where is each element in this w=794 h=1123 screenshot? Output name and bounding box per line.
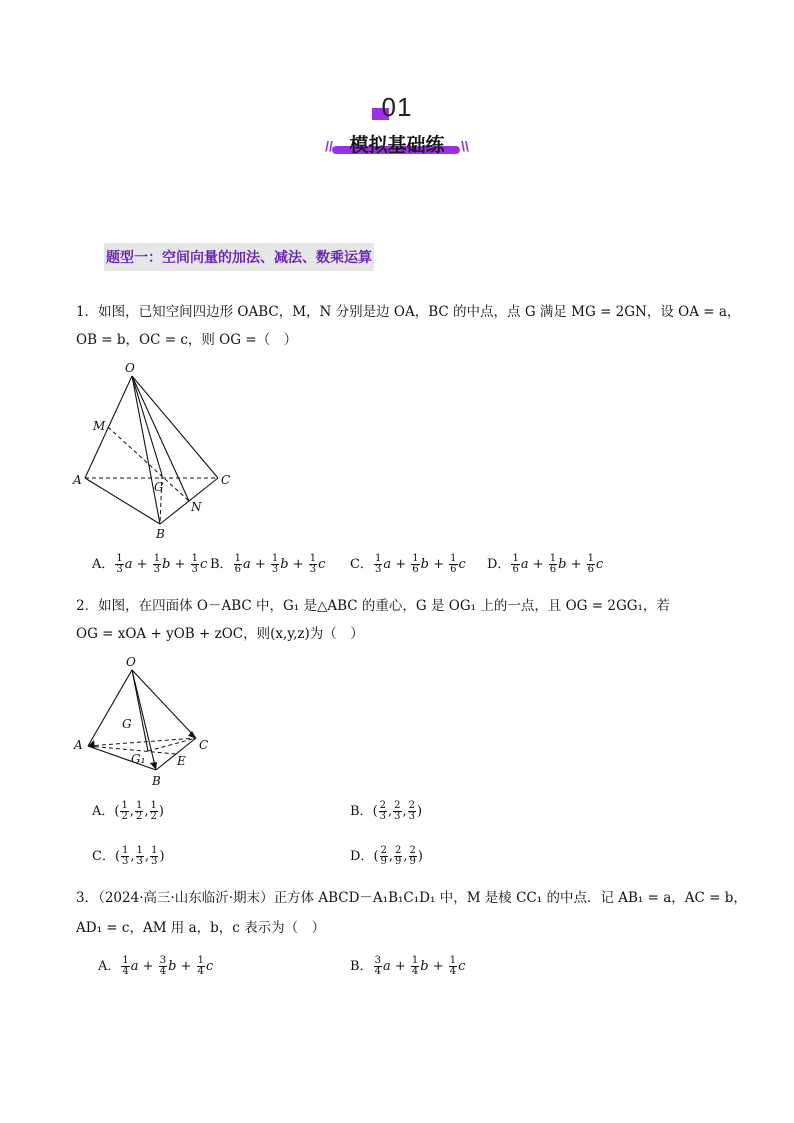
fraction: $\frac{1}{2}$ bbox=[135, 800, 143, 822]
segment-OG bbox=[132, 376, 162, 475]
label-A: A bbox=[74, 738, 83, 752]
option-letter: A． bbox=[92, 804, 115, 819]
fraction: $\frac{1}{2}$ bbox=[150, 800, 157, 822]
q1-line2: OB = b，OC = c，则 OG =（ ） bbox=[76, 332, 298, 348]
q2-option-d[interactable]: D．( $\frac{2}{9}$ , $\frac{2}{9}$ , $\frac{2}{9}$ ) bbox=[350, 845, 423, 867]
fraction: $\frac{3}{4}$ bbox=[374, 955, 381, 977]
fraction: $\frac{1}{3}$ bbox=[122, 845, 129, 867]
label-M: M bbox=[93, 419, 106, 433]
vector-variable: a bbox=[382, 959, 391, 974]
q1-option-a[interactable]: A． $\frac{1}{3}$ a + $\frac{1}{3}$ b + $\frac{1}{3}$ c bbox=[92, 553, 208, 575]
vector-variable: c bbox=[318, 557, 326, 572]
option-letter: D． bbox=[487, 557, 511, 572]
vector-variable: a bbox=[383, 557, 392, 572]
fraction: $\frac{2}{3}$ bbox=[394, 800, 401, 822]
edge-OC bbox=[132, 376, 218, 478]
fraction: $\frac{2}{3}$ bbox=[408, 800, 416, 822]
vector-variable: b bbox=[420, 959, 429, 974]
fraction: $\frac{1}{3}$ bbox=[374, 553, 382, 575]
option-letter: A． bbox=[98, 959, 121, 974]
vector-variable: a bbox=[520, 557, 529, 572]
fraction: $\frac{1}{3}$ bbox=[271, 553, 279, 575]
fraction: $\frac{3}{4}$ bbox=[159, 955, 167, 977]
vector-variable: b bbox=[162, 557, 171, 572]
option-letter: C． bbox=[350, 557, 373, 572]
fraction: $\frac{1}{6}$ bbox=[512, 553, 519, 575]
fraction: $\frac{1}{2}$ bbox=[121, 800, 128, 822]
edge-AB bbox=[88, 746, 156, 770]
vector-variable: a bbox=[124, 557, 133, 572]
option-letter: C． bbox=[92, 849, 115, 864]
fraction: $\frac{1}{4}$ bbox=[411, 955, 419, 977]
vector-variable: c bbox=[205, 959, 214, 974]
q2-option-b[interactable]: B．( $\frac{2}{3}$ , $\frac{2}{3}$ , $\frac{2}{3}$ ) bbox=[350, 800, 423, 822]
label-G: G bbox=[122, 717, 132, 731]
label-B: B bbox=[152, 774, 161, 788]
q1-line1: 1．如图，已知空间四边形 OABC，M，N 分别是边 OA，BC 的中点，点 G 满足 MG = 2GN，设 OA = a， bbox=[76, 304, 741, 320]
label-A: A bbox=[73, 473, 82, 487]
q2-tetrahedron-figure bbox=[68, 652, 218, 792]
fraction: $\frac{1}{6}$ bbox=[234, 553, 241, 575]
header-title: 模拟基础练 bbox=[349, 134, 445, 156]
q3-line2: AD₁ = c，AM 用 a，b，c 表示为（ ） bbox=[76, 920, 326, 936]
label-B: B bbox=[156, 527, 165, 541]
q2-line1: 2．如图，在四面体 O－ABC 中，G₁ 是△ABC 的重心，G 是 OG₁ 上的一点，且 OG = 2GG₁，若 bbox=[76, 598, 670, 614]
q1-option-b[interactable]: B． $\frac{1}{6}$ a + $\frac{1}{3}$ b + $\frac{1}{3}$ c bbox=[210, 553, 326, 575]
segment-OG1 bbox=[132, 670, 148, 751]
fraction: $\frac{1}{3}$ bbox=[309, 553, 317, 575]
vector-variable: b bbox=[420, 557, 429, 572]
fraction: $\frac{1}{3}$ bbox=[116, 553, 123, 575]
fraction: $\frac{1}{3}$ bbox=[191, 553, 198, 575]
fraction: $\frac{1}{4}$ bbox=[197, 955, 204, 977]
fraction: $\frac{1}{6}$ bbox=[412, 553, 419, 575]
q2-option-c[interactable]: C．( $\frac{1}{3}$ , $\frac{1}{3}$ , $\frac{1}{3}$ ) bbox=[92, 845, 165, 867]
vector-variable: c bbox=[596, 557, 604, 572]
option-letter: A． bbox=[92, 557, 115, 572]
q3-line1: 3．（2024·高三·山东临沂·期末）正方体 ABCD－A₁B₁C₁D₁ 中，M 是棱 CC₁ 的中点．记 AB₁ = a，AC = b， bbox=[76, 890, 747, 906]
q2-option-a[interactable]: A．( $\frac{1}{2}$ , $\frac{1}{2}$ , $\frac{1}{2}$ ) bbox=[92, 800, 164, 822]
label-N: N bbox=[191, 500, 202, 514]
vector-variable: c bbox=[458, 557, 466, 572]
q1-option-c[interactable]: C． $\frac{1}{3}$ a + $\frac{1}{6}$ b + $\frac{1}{6}$ c bbox=[350, 553, 466, 575]
q1-tetrahedron-figure bbox=[70, 358, 240, 548]
header-number: 01 bbox=[381, 92, 413, 122]
q3-option-b[interactable]: B． $\frac{3}{4}$ a + $\frac{1}{4}$ b + $\frac{1}{4}$ c bbox=[350, 955, 466, 977]
edge-OA bbox=[88, 670, 132, 746]
fraction: $\frac{2}{9}$ bbox=[409, 845, 416, 867]
label-E: E bbox=[177, 754, 186, 768]
vector-variable: a bbox=[242, 557, 251, 572]
header-slash-right: \\ bbox=[461, 138, 469, 154]
fraction: $\frac{2}{9}$ bbox=[395, 845, 402, 867]
option-letter: B． bbox=[350, 804, 373, 819]
fraction: $\frac{1}{6}$ bbox=[450, 553, 457, 575]
q3-option-a[interactable]: A． $\frac{1}{4}$ a + $\frac{3}{4}$ b + $\frac{1}{4}$ c bbox=[98, 955, 214, 977]
edge-OC bbox=[132, 670, 196, 738]
fraction: $\frac{2}{3}$ bbox=[379, 800, 387, 822]
fraction: $\frac{1}{3}$ bbox=[151, 845, 158, 867]
label-G: G bbox=[154, 480, 164, 494]
option-letter: B． bbox=[350, 959, 373, 974]
fraction: $\frac{1}{4}$ bbox=[122, 955, 129, 977]
label-C: C bbox=[199, 738, 209, 752]
fraction: $\frac{1}{3}$ bbox=[153, 553, 161, 575]
vector-variable: c bbox=[458, 959, 466, 974]
vector-variable: c bbox=[199, 557, 208, 572]
section-label: 题型一：空间向量的加法、减法、数乘运算 bbox=[104, 243, 374, 271]
edge-AB bbox=[85, 478, 160, 524]
fraction: $\frac{1}{4}$ bbox=[449, 955, 457, 977]
vector-variable: a bbox=[130, 959, 139, 974]
fraction: $\frac{2}{9}$ bbox=[380, 845, 387, 867]
label-O: O bbox=[125, 361, 135, 375]
label-G1: G₁ bbox=[131, 752, 146, 766]
header-slash-left: // bbox=[325, 138, 333, 154]
option-letter: D． bbox=[350, 849, 374, 864]
header-title-row bbox=[0, 130, 794, 157]
edge-AC-hidden bbox=[88, 738, 196, 746]
q2-line2: OG = xOA + yOB + zOC，则(x,y,z)为（ ） bbox=[76, 626, 364, 642]
label-C: C bbox=[221, 473, 231, 487]
arrowhead-C bbox=[188, 731, 196, 738]
vector-variable: b bbox=[280, 557, 289, 572]
vector-variable: b bbox=[558, 557, 567, 572]
vector-variable: b bbox=[168, 959, 177, 974]
label-O: O bbox=[126, 655, 136, 669]
fraction: $\frac{1}{6}$ bbox=[549, 553, 557, 575]
edge-OB bbox=[132, 376, 160, 524]
q1-option-d[interactable]: D． $\frac{1}{6}$ a + $\frac{1}{6}$ b + $\frac{1}{6}$ c bbox=[487, 553, 604, 575]
fraction: $\frac{1}{6}$ bbox=[587, 553, 594, 575]
fraction: $\frac{1}{3}$ bbox=[136, 845, 143, 867]
edge-BC bbox=[156, 738, 196, 770]
option-letter: B． bbox=[210, 557, 233, 572]
